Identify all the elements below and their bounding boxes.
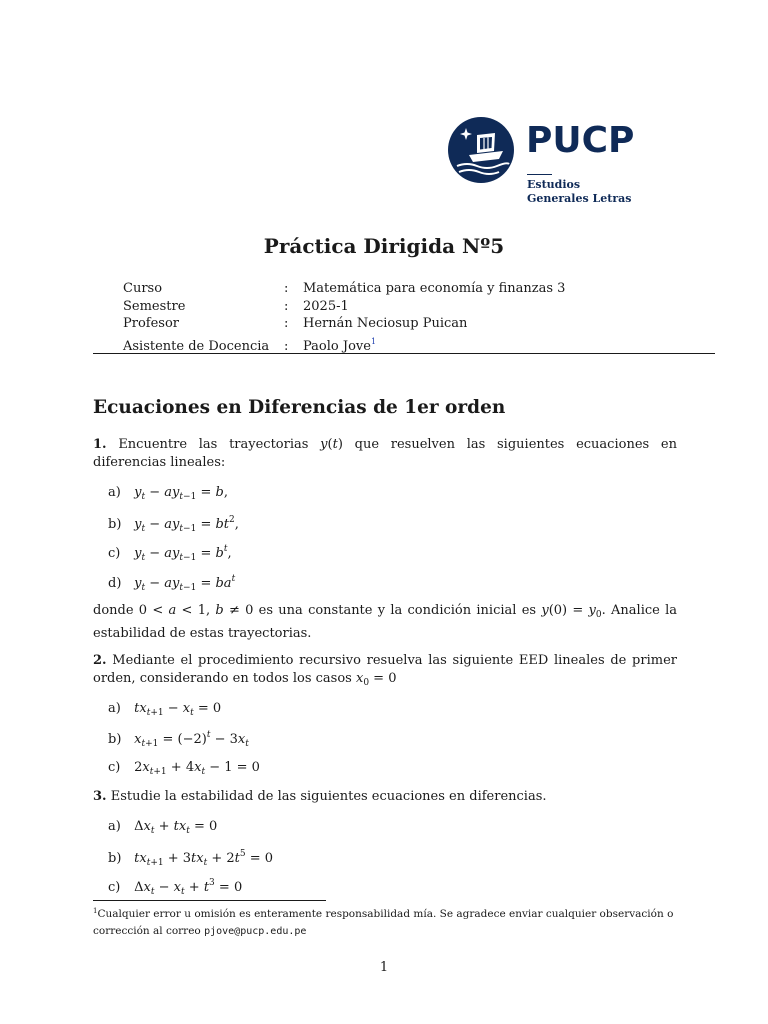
pucp-logo [447,117,647,207]
logo-subtitle-1: Estudios [527,178,581,191]
page-number: 1 [379,960,389,975]
problem-1-item-d: d) $y_t - ay_{t-1} = ba^t$ [108,574,236,593]
pucp-ship-emblem-icon [447,117,517,183]
problem-3-item-a: a) $\Delta x_t + tx_t = 0$ [108,819,218,836]
problem-number: 3. [93,789,107,804]
problem-3-intro: 3. Estudie la estabilidad de las siguientes ecuaciones en diferencias. [93,789,547,804]
info-value: Matemática para economía y finanzas 3 [303,281,566,296]
info-row-semester [123,298,565,316]
info-value: Hernán Neciosup Puican [303,316,468,331]
header-rule [93,353,715,354]
problem-number: 2. [93,653,107,668]
footnote-mark: 1 [93,907,98,915]
info-sep: : [284,316,289,331]
problem-number: 1. [93,437,107,452]
footnote [93,903,677,940]
problem-2-item-a: a) $tx_{t+1} - x_t = 0$ [108,701,222,718]
logo-wordmark: PUCP [526,120,635,161]
info-key: Profesor [123,316,180,331]
problem-1-item-a: a) $y_t - ay_{t-1} = b$, [108,485,228,502]
problem-1-intro: 1. Encuentre las trayectorias y(t) que resuelven las siguientes ecuaciones en diferencias lineales: [93,437,677,470]
info-sep: : [284,281,289,296]
course-info-table [123,280,566,354]
info-value: 2025-1 [303,298,349,314]
footnote-email-link[interactable]: pjove@pucp.edu.pe [204,926,307,937]
problem-1-conclusion: donde 0 < a < 1, b ≠ 0 es una constante y la condición inicial es $y(0) = y_0$. Analice la estabilidad de estas trayectorias. [93,603,677,641]
info-key: Curso [123,281,163,296]
problem-1-item-c: c) $y_t - ay_{t-1} = b^t$, [108,544,232,563]
info-key: Asistente de Docencia [123,338,270,354]
section-title: Ecuaciones en Diferencias de 1er orden [93,397,506,418]
problem-3-item-b: b) $tx_{t+1} + 3tx_t + 2t^5 = 0$ [108,849,274,868]
footnote-link[interactable]: 1 [370,336,377,346]
info-row-course [123,280,565,298]
document-title: Práctica Dirigida Nº5 [263,234,505,258]
problem-3-item-c: c) $\Delta x_t - x_t + t^3 = 0$ [108,878,243,897]
footnote-text: Cualquier error u omisión es enteramente responsabilidad mía. Se agradece enviar cualquier observación o corrección al correo [93,908,674,937]
problem-2-item-c: c) $2x_{t+1} + 4x_t - 1 = 0$ [108,760,260,777]
info-row-professor [123,315,565,333]
info-sep: : [284,298,289,314]
info-value: Paolo Jove [303,338,371,354]
problem-1-item-b: b) $y_t - ay_{t-1} = bt^2$, [108,515,239,534]
info-sep: : [284,338,289,354]
info-key: Semestre [123,298,186,314]
problem-2-item-b: b) $x_{t+1} = (-2)^t - 3x_t$ [108,730,249,749]
info-row-assistant [123,333,565,354]
logo-divider [527,174,552,175]
footnote-rule [93,900,326,901]
logo-subtitle-2: Generales Letras [527,192,632,205]
problem-2-intro: 2. Mediante el procedimiento recursivo resuelva las siguiente EED lineales de primer orden, considerando en todos los casos $x_0 = 0$ [93,653,677,688]
